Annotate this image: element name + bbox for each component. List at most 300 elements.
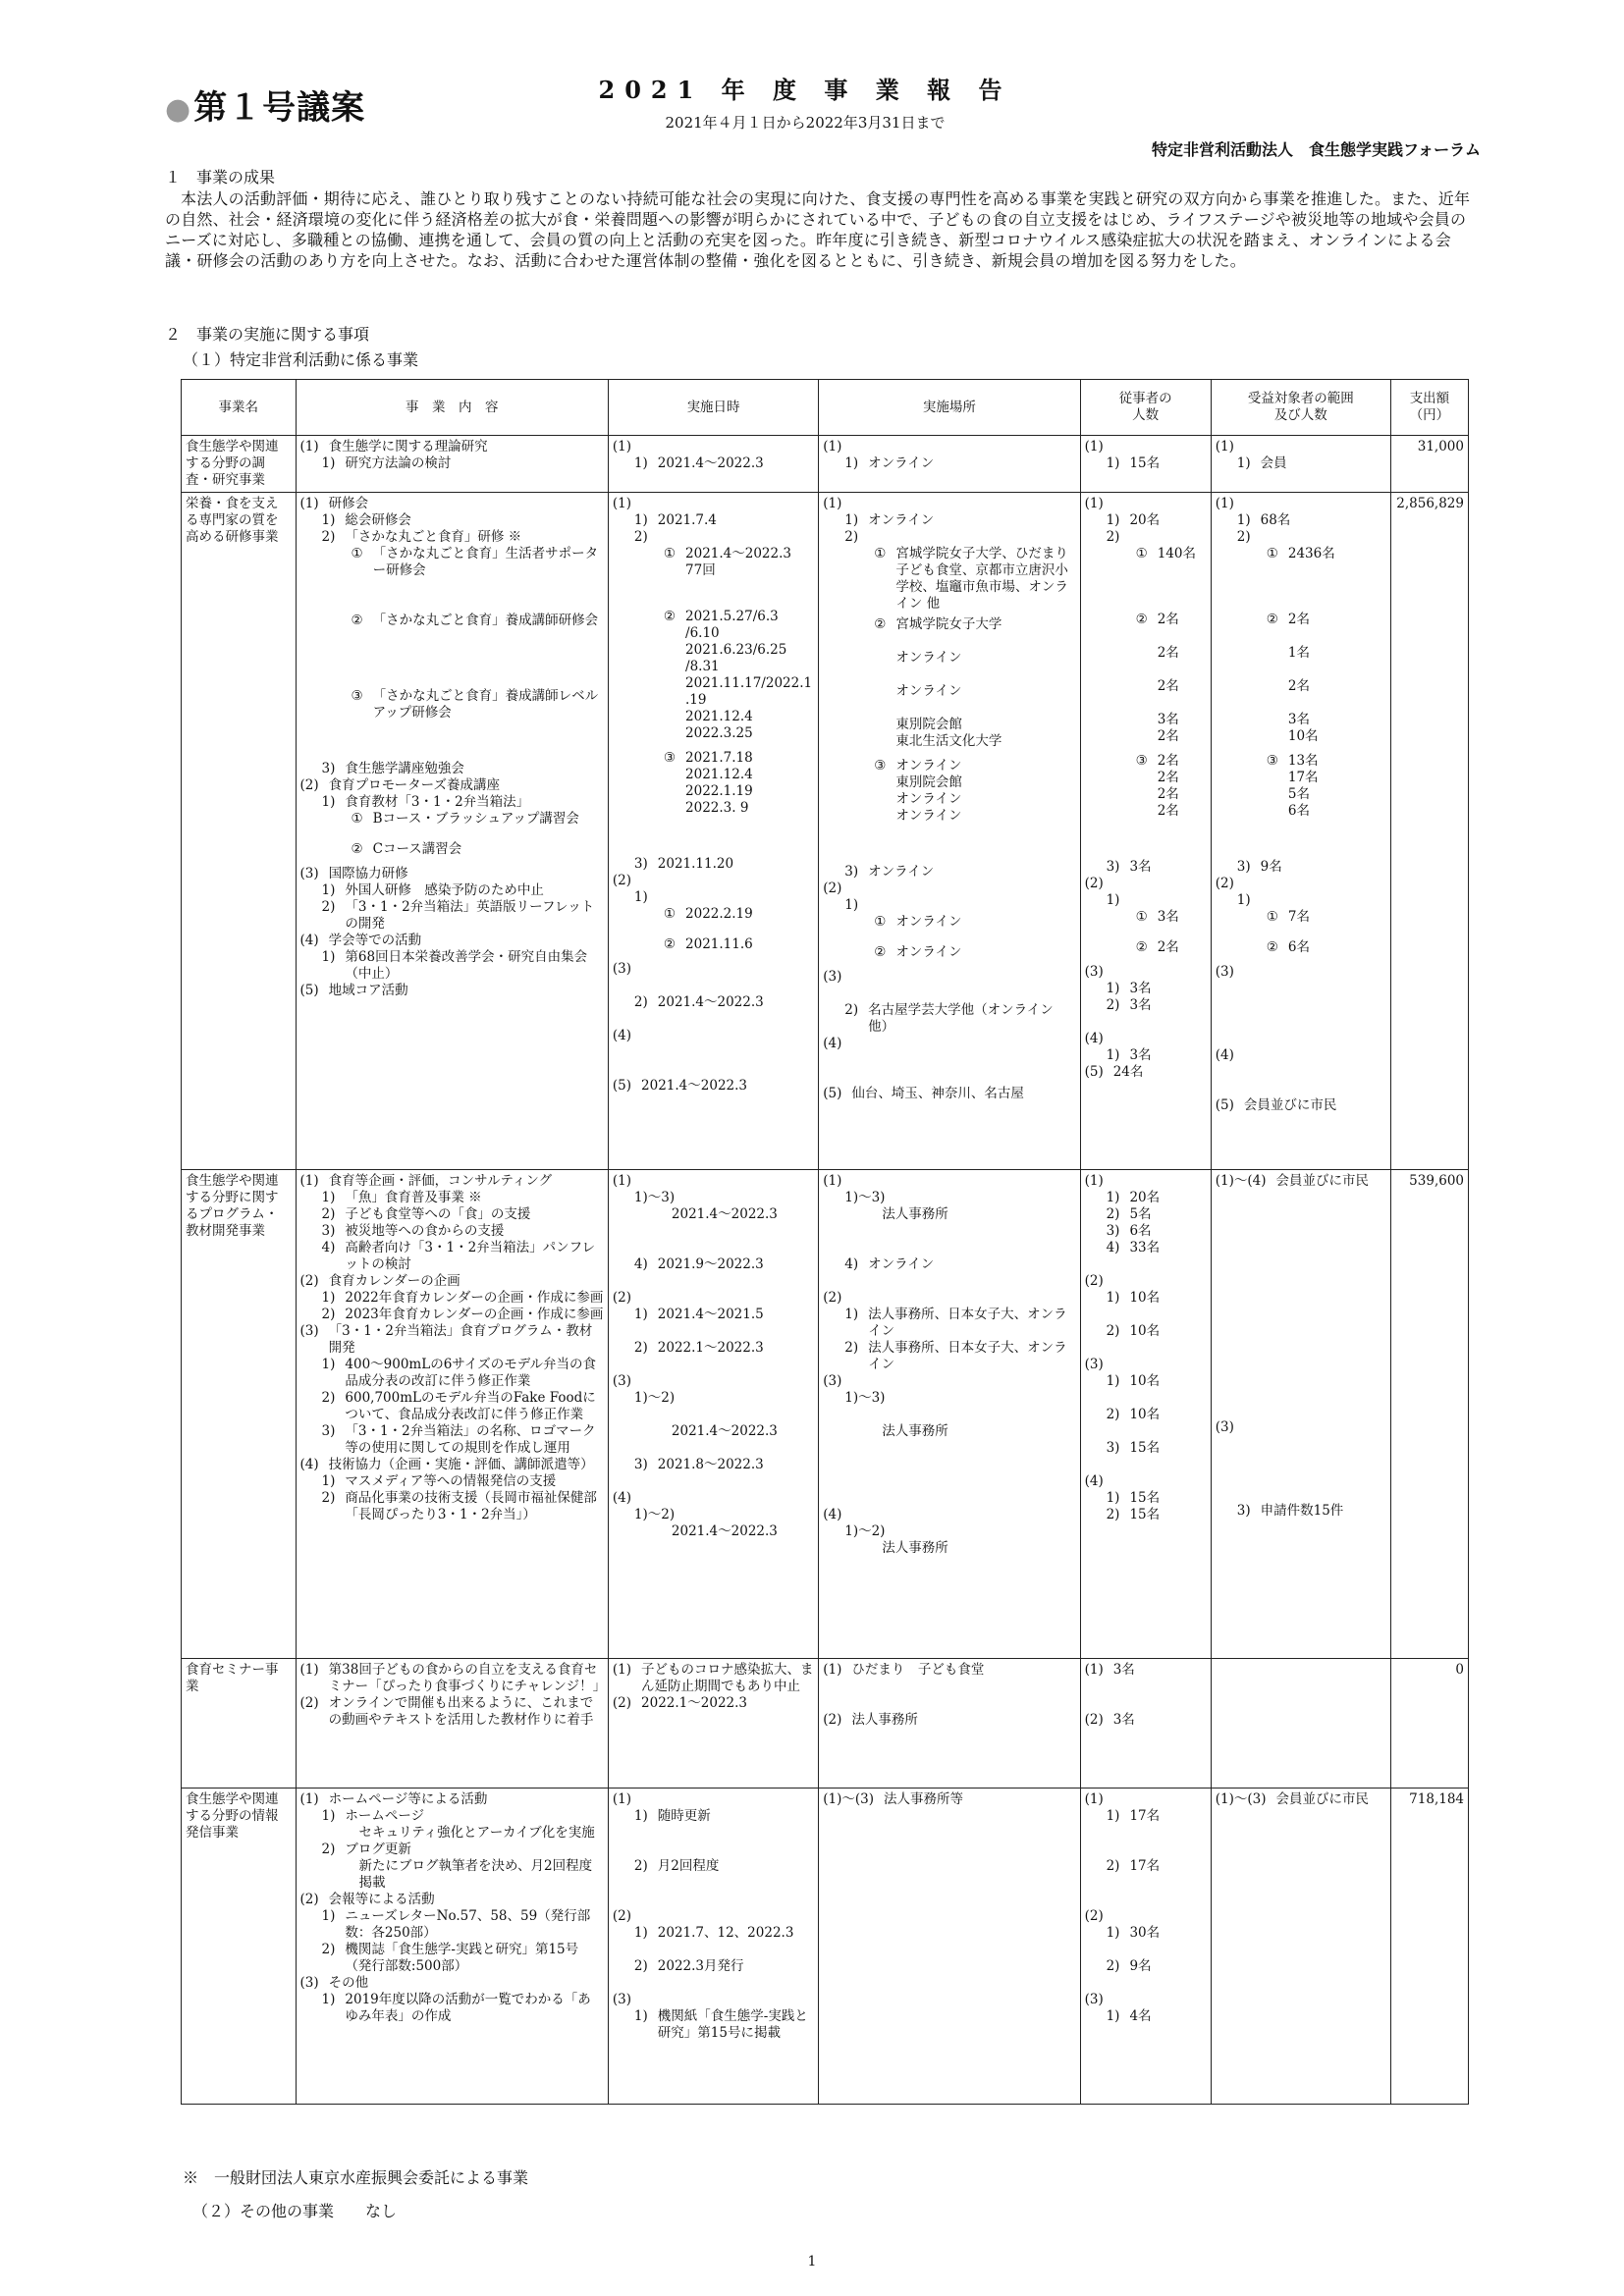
item-text: 食育プロモーターズ養成講座	[328, 777, 500, 793]
item-number: 1)	[1106, 1290, 1120, 1306]
item-number: (4)	[612, 1490, 632, 1506]
item-number: 2)	[1106, 1407, 1120, 1422]
item-number: 1)	[321, 1290, 336, 1306]
item-text: 5名	[1129, 1206, 1152, 1222]
item-number: (4)	[823, 1507, 842, 1522]
item-text: 33名	[1129, 1240, 1161, 1255]
item-text: 名古屋学芸大学他（オンライン 他）	[868, 1002, 1054, 1035]
item-text: 2022.3月発行	[657, 1958, 744, 1974]
section1-heading: １ 事業の成果	[165, 168, 276, 187]
item-number: ②	[351, 613, 363, 628]
cell-beneficiaries	[1211, 1659, 1390, 1789]
item-number: 3)	[321, 761, 336, 776]
cell-line	[1085, 1808, 1207, 1825]
cell-line	[300, 1390, 604, 1423]
item-number: 2)	[1106, 1206, 1120, 1222]
cell-date	[608, 1170, 818, 1659]
cell-content	[296, 1659, 608, 1789]
item-text: 2名 2名 2名 2名	[1157, 753, 1179, 819]
item-text: Cコース講習会	[372, 841, 462, 857]
cell-line	[1216, 876, 1386, 892]
cell-line	[1216, 753, 1386, 820]
cell-line	[1216, 1097, 1386, 1114]
item-number: 1)	[633, 1307, 648, 1322]
item-number: 2)	[321, 1942, 336, 1957]
item-text: ホームページ等による活動	[328, 1791, 488, 1807]
item-text: 随時更新	[657, 1808, 711, 1824]
item-text: オンライン	[868, 512, 935, 528]
item-text: 7名	[1287, 909, 1310, 925]
cell-line	[613, 1490, 814, 1507]
cell-cost: 31,000	[1390, 436, 1468, 493]
cell-line	[300, 1473, 604, 1490]
cell-line	[1216, 1047, 1386, 1064]
cell-line	[613, 1695, 814, 1712]
cell-line	[1085, 1958, 1207, 1975]
item-number: 3)	[633, 1457, 648, 1472]
item-number: ②	[1266, 939, 1278, 955]
table-header-row	[182, 380, 1469, 436]
item-number: 2)	[1236, 529, 1251, 545]
item-text: 2021.4～2022.3	[657, 455, 764, 471]
item-number: 2)	[321, 1390, 336, 1406]
cell-line	[613, 994, 814, 1011]
header-place: 実施場所	[819, 380, 1080, 436]
cell-line	[300, 794, 604, 811]
cell-line	[1085, 1290, 1207, 1307]
item-number: 1)	[633, 1925, 648, 1941]
item-text: 地域コア活動	[328, 983, 408, 998]
item-number: (1)	[612, 1791, 632, 1807]
item-number: 3)	[1106, 1440, 1120, 1456]
item-number: (1)	[823, 1173, 842, 1189]
cell-line	[300, 613, 604, 629]
item-text: 「さかな丸ごと食育」養成講師研修会	[372, 613, 599, 628]
item-text: 3名	[1129, 997, 1152, 1013]
item-number: 1)	[1106, 2008, 1120, 2024]
cell-line	[300, 1842, 604, 1858]
cell-line	[613, 1256, 814, 1273]
item-number: (1)	[1215, 439, 1234, 454]
item-number: 2)	[633, 1958, 648, 1974]
item-number: ③	[1135, 753, 1148, 769]
section2-sub2: （２）その他の事業 なし	[192, 2202, 398, 2220]
cell-line	[1085, 1240, 1207, 1256]
cell-line	[1085, 1031, 1207, 1047]
footnote: ※ 一般財団法人東京水産振興会委託による事業	[183, 2168, 529, 2187]
section2-heading: ２ 事業の実施に関する事項	[165, 325, 370, 344]
cell-line	[613, 961, 814, 978]
item-number: (2)	[823, 1290, 842, 1306]
cell-line	[1085, 1323, 1207, 1340]
item-number: (3)	[1084, 1357, 1104, 1372]
cell-line	[300, 777, 604, 794]
item-text: 法人事務所、日本女子大、オンライン	[868, 1307, 1067, 1339]
item-number: 1)～2)	[633, 1507, 676, 1522]
item-number: 1)	[321, 1808, 336, 1824]
cell-line	[1085, 512, 1207, 529]
item-number: (2)	[612, 1908, 632, 1924]
item-text: ホームページ	[345, 1808, 425, 1824]
cell-line	[300, 1791, 604, 1808]
item-text: 「さかな丸ごと食育」養成講師レベルアップ研修会	[372, 688, 599, 721]
item-text: 法人事務所等	[883, 1791, 963, 1807]
cell-line	[300, 1357, 604, 1390]
item-text: 会員	[1260, 455, 1287, 471]
item-number: 2)	[321, 899, 336, 915]
cell-project: 栄養・食を支える専門家の質を高める研修事業	[182, 493, 297, 1170]
cell-line	[300, 496, 604, 512]
cell-line	[1085, 1992, 1207, 2008]
cell-line	[1085, 997, 1207, 1014]
cell-line	[823, 529, 1075, 546]
cell-line	[300, 949, 604, 983]
cell-line	[613, 1992, 814, 2008]
cell-project: 食生態学や関連する分野の情報発信事業	[182, 1789, 297, 2105]
item-number: ②	[874, 616, 887, 632]
item-number: ①	[663, 906, 677, 922]
table-row	[182, 1789, 1469, 2105]
cell-line	[300, 546, 604, 579]
item-number: 1)	[321, 512, 336, 528]
cell-beneficiaries	[1211, 493, 1390, 1170]
cell-line	[300, 1290, 604, 1307]
item-text: 2021.7、12、2022.3	[657, 1925, 794, 1941]
item-number: ①	[1135, 909, 1148, 925]
item-number: (2)	[299, 1273, 319, 1289]
item-number: (1)	[1215, 496, 1234, 511]
item-number: ①	[874, 914, 887, 930]
item-text: 20名	[1129, 512, 1161, 528]
cell-line	[300, 1423, 604, 1457]
item-text: 13名 17名 5名 6名	[1287, 753, 1319, 819]
item-number: 3)	[844, 864, 859, 880]
item-text: 「3・1・2弁当箱法」食育プログラム・教材開発	[328, 1323, 593, 1356]
item-number: 3)	[321, 1423, 336, 1439]
item-text: オンライン 東別院会館 オンライン オンライン	[895, 758, 962, 824]
cell-line	[1216, 939, 1386, 956]
item-number: 1)	[633, 1808, 648, 1824]
cell-line	[823, 897, 1075, 914]
item-text: 第68回日本栄養改善学会・研究自由集会（中止）	[345, 949, 588, 982]
item-number: 1)	[321, 1992, 336, 2007]
item-text: 2名 1名 2名 3名 10名	[1287, 612, 1319, 744]
cell-project: 食育セミナー事業	[182, 1659, 297, 1789]
cell-line	[1085, 909, 1207, 926]
item-number: 3)	[1106, 1223, 1120, 1239]
item-number: (3)	[612, 961, 632, 977]
cell-line	[1216, 496, 1386, 512]
item-number: 1)	[633, 889, 648, 905]
item-number: (2)	[1215, 876, 1234, 891]
item-text: 食育等企画・評価，コンサルティング	[328, 1173, 553, 1189]
item-number: 2)	[1106, 1507, 1120, 1522]
cell-line	[613, 1958, 814, 1975]
cell-line	[1085, 1662, 1207, 1679]
cell-line	[300, 1858, 604, 1892]
item-text: 申請件数15件	[1260, 1503, 1344, 1519]
cell-line	[300, 1908, 604, 1942]
cell-line	[300, 933, 604, 949]
cell-line	[613, 1028, 814, 1044]
item-number: 4)	[321, 1240, 336, 1255]
cell-line	[1085, 1490, 1207, 1507]
item-text: 3名	[1129, 859, 1152, 875]
item-text: 総会研修会	[345, 512, 411, 528]
cell-line	[823, 969, 1075, 986]
item-number: (3)	[1215, 1419, 1234, 1435]
cell-line	[823, 1791, 1075, 1808]
cell-staff	[1080, 436, 1211, 493]
cell-line	[823, 881, 1075, 897]
item-text: 2022.1～2022.3	[657, 1340, 764, 1356]
item-text: 140名	[1157, 546, 1196, 561]
item-text: Bコース・ブラッシュアップ講習会	[372, 811, 579, 827]
item-number: 1)	[1106, 1047, 1120, 1063]
item-number: 4)	[1106, 1240, 1120, 1255]
item-number: (5)	[823, 1086, 842, 1101]
cell-line	[613, 1523, 814, 1540]
cell-line	[823, 1662, 1075, 1679]
item-number: 2)	[633, 1858, 648, 1874]
item-number: (1)～(3)	[823, 1791, 874, 1807]
item-text: 9名	[1129, 1958, 1152, 1974]
cell-line	[613, 1791, 814, 1808]
item-text: 6名	[1129, 1223, 1152, 1239]
item-number: ①	[351, 546, 363, 561]
cell-line	[823, 914, 1075, 931]
cell-staff	[1080, 1170, 1211, 1659]
item-text: オンライン	[895, 944, 962, 960]
cell-line	[1085, 1858, 1207, 1875]
item-text: 新たにブログ執筆者を決め、月2回程度掲載	[358, 1858, 593, 1891]
item-text: マスメディア等への情報発信の支援	[345, 1473, 557, 1489]
item-text: 6名	[1287, 939, 1310, 955]
cell-line	[1085, 1357, 1207, 1373]
item-text: 食育教材「3・1・2弁当箱法」	[345, 794, 530, 810]
item-text: 2022年食育カレンダーの企画・作成に参画	[345, 1290, 604, 1306]
cell-line	[823, 1190, 1075, 1206]
item-number: ②	[663, 936, 677, 952]
cell-cost: 539,600	[1390, 1170, 1468, 1659]
cell-project: 食生態学や関連する分野に関するプログラム・教材開発事業	[182, 1170, 297, 1659]
cell-line	[823, 1002, 1075, 1036]
item-number: (1)	[299, 1173, 319, 1189]
item-text: 宮城学院女子大学 オンライン オンライン 東別院会館 東北生活文化大学	[895, 616, 1002, 749]
cell-line	[300, 761, 604, 777]
item-number: ②	[351, 841, 363, 857]
cell-line	[1085, 1273, 1207, 1290]
cell-line	[300, 1942, 604, 1975]
cell-line	[823, 1390, 1075, 1407]
item-number: (2)	[1084, 1273, 1104, 1289]
item-number: (1)	[1084, 1662, 1104, 1678]
item-text: 2019年度以降の活動が一覧でわかる「あゆみ年表」の作成	[345, 1992, 591, 2024]
item-number: 1)	[633, 455, 648, 471]
cell-line	[1085, 753, 1207, 820]
cell-project: 食生態学や関連する分野の調査・研究事業	[182, 436, 297, 493]
cell-line	[613, 1808, 814, 1825]
item-number: 1)～2)	[844, 1523, 886, 1539]
item-number: ①	[1266, 909, 1278, 925]
item-text: 「3・1・2弁当箱法」英語版リーフレットの開発	[345, 899, 595, 932]
cell-line	[300, 1307, 604, 1323]
cell-content	[296, 493, 608, 1170]
item-number: 1)	[321, 1908, 336, 1924]
cell-line	[613, 1390, 814, 1407]
header-project: 事業名	[182, 380, 297, 436]
item-number: 1)	[1106, 455, 1120, 471]
cell-line	[300, 983, 604, 999]
item-number: (1)	[299, 496, 319, 511]
cell-line	[1085, 892, 1207, 909]
cell-line	[613, 936, 814, 953]
item-text: その他	[328, 1975, 369, 1991]
cell-line	[300, 811, 604, 828]
item-number: 1)	[1106, 1190, 1120, 1205]
cell-date	[608, 1659, 818, 1789]
item-number: 2)	[1106, 529, 1120, 545]
item-text: 月2回程度	[657, 1858, 720, 1874]
item-text: 600,700mLのモデル弁当のFake Foodについて、食品成分表改訂に伴う修正作業	[345, 1390, 596, 1422]
cell-line	[1216, 1503, 1386, 1520]
item-number: ②	[1266, 612, 1278, 627]
item-text: 3名	[1112, 1712, 1135, 1728]
cell-line	[300, 1206, 604, 1223]
cell-line	[300, 1825, 604, 1842]
cell-cost: 0	[1390, 1659, 1468, 1789]
cell-line	[1216, 612, 1386, 745]
cell-date	[608, 436, 818, 493]
item-number: 1)～3)	[633, 1190, 676, 1205]
item-number: (1)	[1084, 1791, 1104, 1807]
cell-line	[823, 1173, 1075, 1190]
item-number: 2)	[1106, 1323, 1120, 1339]
cell-line	[823, 512, 1075, 529]
item-text: 68名	[1260, 512, 1291, 528]
cell-line	[823, 758, 1075, 825]
page-title: 2021 年 度 事 業 報 告	[598, 76, 1012, 104]
item-number: (4)	[823, 1036, 842, 1051]
cell-line	[1216, 964, 1386, 981]
item-text: 学会等での活動	[328, 933, 422, 948]
item-text: 400～900mLの6サイズのモデル弁当の食品成分表の改訂に伴う修正作業	[345, 1357, 597, 1389]
cell-line	[300, 1223, 604, 1240]
item-number: ①	[874, 546, 887, 561]
item-number: (4)	[299, 933, 319, 948]
cell-line	[613, 1340, 814, 1357]
item-number: (2)	[612, 1695, 632, 1711]
item-number: 1)	[1106, 1925, 1120, 1941]
cell-line	[300, 1892, 604, 1908]
item-number: (2)	[299, 777, 319, 793]
cell-staff	[1080, 493, 1211, 1170]
cell-line	[1085, 1908, 1207, 1925]
cell-line	[1085, 1047, 1207, 1064]
item-number: (2)	[823, 1712, 842, 1728]
cell-line	[613, 750, 814, 817]
cell-content	[296, 436, 608, 493]
item-text: 会員並びに市民	[1275, 1791, 1370, 1807]
item-number: (5)	[1215, 1097, 1234, 1113]
item-text: 10名	[1129, 1407, 1161, 1422]
item-number: (1)	[1084, 496, 1104, 511]
item-number: ③	[663, 750, 677, 766]
cell-line	[300, 1273, 604, 1290]
item-text: 17名	[1129, 1808, 1161, 1824]
item-text: 15名	[1129, 1440, 1161, 1456]
item-number: ③	[351, 688, 363, 704]
item-number: 3)	[321, 1223, 336, 1239]
item-text: 被災地等への食からの支援	[345, 1223, 505, 1239]
item-text: 会報等による活動	[328, 1892, 435, 1907]
item-number: 2)	[844, 1340, 859, 1356]
cell-cost: 2,856,829	[1390, 493, 1468, 1170]
item-text: 17名	[1129, 1858, 1161, 1874]
item-number: (3)	[299, 1323, 319, 1339]
item-text: 10名	[1129, 1323, 1161, 1339]
cell-line	[300, 899, 604, 933]
cell-line	[613, 1173, 814, 1190]
cell-content	[296, 1170, 608, 1659]
item-number: 2)	[1106, 997, 1120, 1013]
item-number: (3)	[1215, 964, 1234, 980]
item-number: (1)	[823, 496, 842, 511]
table-row	[182, 436, 1469, 493]
item-text: 機関紙「食生態学-実践と研究」第15号に掲載	[657, 2008, 808, 2041]
item-text: オンライン	[868, 455, 935, 471]
item-number: 1)～3)	[844, 1190, 886, 1205]
item-text: 商品化事業の技術支援（長岡市福祉保健部「長岡ぴったり3・1・2弁当」）	[345, 1490, 597, 1522]
item-text: ひだまり 子ども食堂	[851, 1662, 985, 1678]
item-text: 食育カレンダーの企画	[328, 1273, 460, 1289]
item-text: 2022.1～2022.3	[641, 1695, 748, 1711]
item-number: ②	[663, 609, 677, 624]
item-number: (2)	[1084, 1908, 1104, 1924]
item-text: 機関誌「食生態学-実践と研究」第15号（発行部数:500部）	[345, 1942, 579, 1974]
item-text: 「さかな丸ごと食育」生活者サポーター研修会	[372, 546, 599, 578]
item-text: 会員並びに市民	[1243, 1097, 1337, 1113]
item-number: ②	[1135, 939, 1148, 955]
item-number: (5)	[1084, 1064, 1104, 1080]
cell-line	[1216, 1419, 1386, 1436]
item-text: 2021.7.4	[657, 512, 717, 528]
item-number: (4)	[1084, 1473, 1104, 1489]
cell-line	[1085, 876, 1207, 892]
item-text: 2021.8～2022.3	[657, 1457, 764, 1472]
item-number: 1)	[321, 949, 336, 965]
cell-line	[823, 1290, 1075, 1307]
item-number: 1)	[1236, 512, 1251, 528]
cell-line	[823, 1423, 1075, 1440]
cell-beneficiaries	[1211, 1170, 1390, 1659]
item-number: 1)	[1106, 981, 1120, 996]
item-text: 2022.2.19	[685, 906, 753, 922]
cell-line	[613, 496, 814, 512]
cell-line	[613, 1190, 814, 1206]
cell-line	[823, 1036, 1075, 1052]
cell-line	[613, 1858, 814, 1875]
item-text: 2名 2名 2名 3名 2名	[1157, 612, 1179, 744]
cell-line	[300, 455, 604, 472]
cell-line	[1085, 455, 1207, 472]
item-text: 子どものコロナ感染拡大、まん延防止期間でもあり中止	[641, 1662, 814, 1694]
item-text: 2021.4～2022.3 77回	[685, 546, 791, 578]
cell-line	[300, 1992, 604, 2025]
item-number: 3)	[633, 856, 648, 872]
cell-line	[823, 1256, 1075, 1273]
item-number: 1)	[321, 455, 336, 471]
